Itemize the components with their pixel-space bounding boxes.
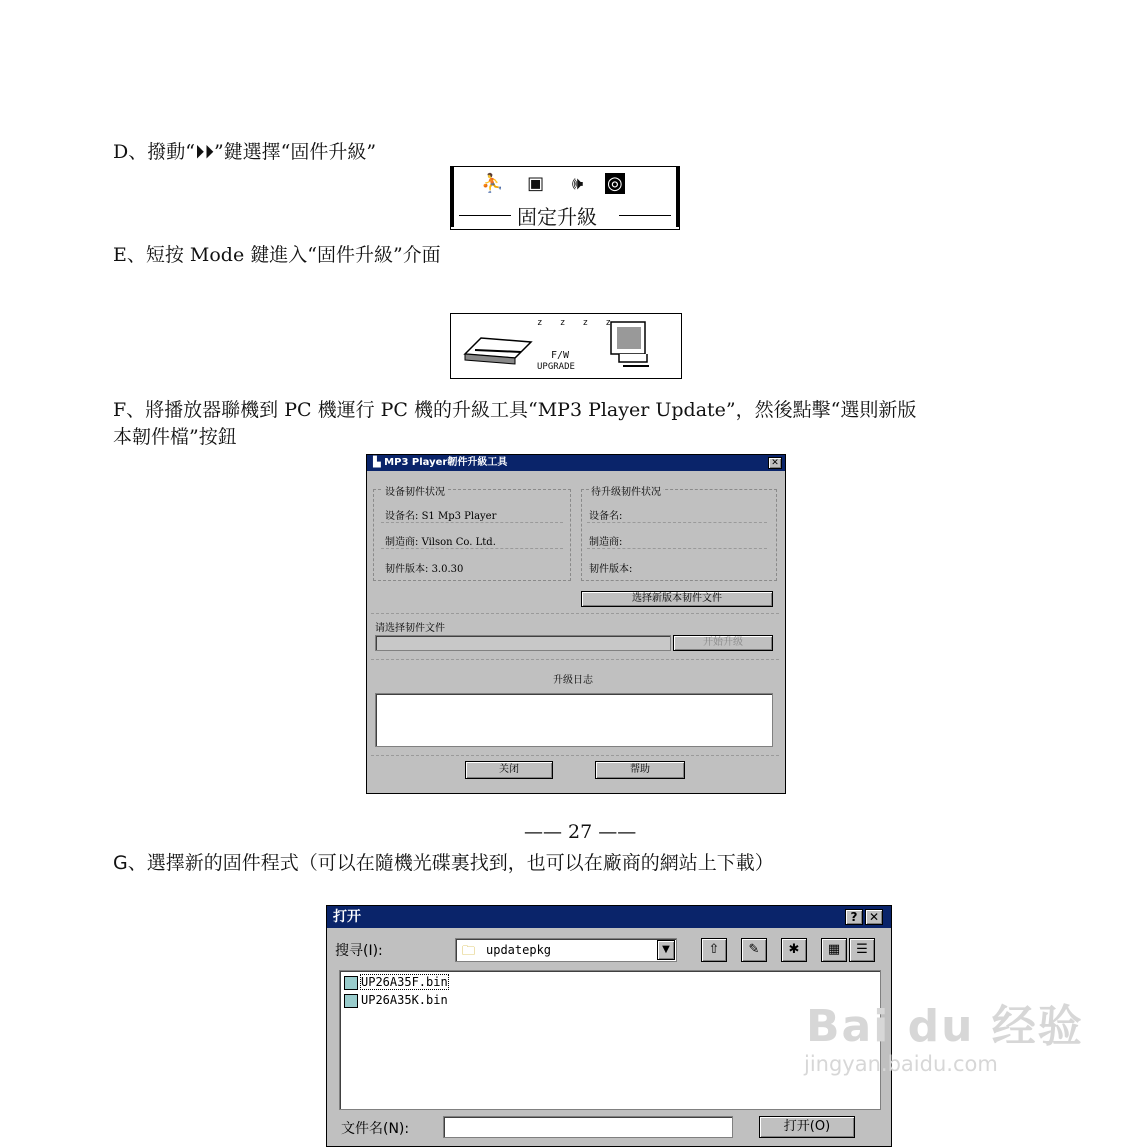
speaker-icon: 🕪	[571, 173, 584, 194]
lcd-icon-row	[481, 173, 625, 194]
fw-text: F/W	[551, 350, 570, 361]
baidu-watermark-url: jingyan.baidu.com	[804, 1052, 998, 1076]
device-maker-label: 制造商:	[385, 537, 419, 548]
sleep-zz: z z z z	[537, 318, 617, 328]
device-name-value: S1 Mp3 Player	[421, 511, 497, 522]
look-in-value: updatepkg	[486, 943, 552, 957]
open-button[interactable]: 打开(O)	[759, 1116, 855, 1138]
dialog-close-button[interactable]: ✕	[865, 909, 883, 925]
device-maker-row	[385, 533, 496, 548]
player-icon	[465, 338, 531, 364]
file-item[interactable]: UP26A35K.bin	[344, 993, 448, 1008]
device-name-label: 设备名:	[385, 511, 419, 522]
firmware-icon: ◎	[606, 173, 623, 194]
chevron-down-icon[interactable]: ▼	[657, 940, 675, 960]
pending-group-title: 待升级韧件状况	[589, 483, 663, 498]
page-number: —— 27 ——	[524, 821, 637, 843]
app-icon: ▙	[373, 457, 385, 468]
look-in-combobox[interactable]	[455, 938, 677, 962]
step-f-text-line1: F、將播放器聯機到 PC 機運行 PC 機的升級工具“MP3 Player Update”，然後點擊“選則新版	[113, 399, 917, 421]
device-version-row	[385, 560, 463, 575]
up-folder-icon[interactable]: ⇧	[701, 938, 727, 962]
upgrade-log-box[interactable]	[375, 693, 773, 747]
step-d-text: D、撥動“⏵⏵”鍵選擇“固件升級”	[113, 141, 377, 163]
upgrade-tool-window	[366, 454, 786, 794]
details-view-icon[interactable]: ☰	[849, 938, 875, 962]
device-group-title: 设备韧件状况	[383, 483, 447, 498]
folder-icon: 🗀	[462, 944, 476, 959]
upgrade-tool-close-x[interactable]: ✕	[768, 457, 782, 469]
pending-name-label: 设备名:	[589, 511, 623, 522]
upgrade-text: UPGRADE	[537, 362, 575, 372]
open-dialog-titlebar	[327, 906, 891, 928]
file-item[interactable]: UP26A35F.bin	[344, 975, 448, 990]
upgrade-tool-title: MP3 Player韌件升級工具	[384, 457, 508, 468]
run-figure-icon: ⛹	[481, 173, 504, 194]
help-question-button[interactable]: ?	[845, 909, 863, 925]
lcd-label: 固定升級	[517, 205, 597, 229]
start-upgrade-button[interactable]: 开始升级	[673, 635, 773, 651]
file-icon	[344, 994, 358, 1008]
upgrade-tool-titlebar	[367, 455, 785, 471]
file-list[interactable]	[339, 970, 881, 1110]
lcd-upgrade-screen	[450, 313, 682, 379]
select-firmware-button[interactable]: 选择新版本韧件文件	[581, 591, 773, 607]
baidu-watermark-logo: Bai du 经验	[806, 1001, 1084, 1052]
device-name-row	[385, 507, 496, 522]
device-maker-value: Vilson Co. Ltd.	[421, 537, 496, 548]
device-version-value: 3.0.30	[431, 564, 464, 575]
lcd-firmware-menu	[450, 166, 680, 230]
open-dialog-title: 打开	[333, 909, 361, 925]
close-button[interactable]: 关闭	[465, 761, 553, 779]
monitor-icon: ▣	[527, 173, 545, 194]
pending-maker-label: 制造商:	[589, 537, 623, 548]
step-g-text: G、選擇新的固件程式（可以在隨機光碟裏找到，也可以在廠商的網站上下載）	[113, 852, 774, 874]
filename-label: 文件名(N):	[341, 1121, 410, 1137]
pending-version-label: 韧件版本:	[589, 564, 633, 575]
new-folder-icon[interactable]: ✱	[781, 938, 807, 962]
help-button[interactable]: 帮助	[595, 761, 685, 779]
firmware-path-field[interactable]	[375, 635, 671, 651]
filename-input[interactable]	[443, 1116, 733, 1138]
device-version-label: 韧件版本:	[385, 564, 429, 575]
file-icon	[344, 976, 358, 990]
look-in-label: 搜寻(I):	[335, 943, 383, 959]
desktop-icon[interactable]: ✎	[741, 938, 767, 962]
select-prompt: 请选择韧件文件	[375, 623, 445, 634]
list-view-icon[interactable]: ▦	[821, 938, 847, 962]
step-e-text: E、短按 Mode 鍵進入“固件升級”介面	[113, 244, 441, 266]
step-f-text-line2: 本韌件檔”按鈕	[113, 426, 237, 448]
pc-icon	[611, 322, 649, 366]
log-label: 升级日志	[553, 675, 593, 686]
